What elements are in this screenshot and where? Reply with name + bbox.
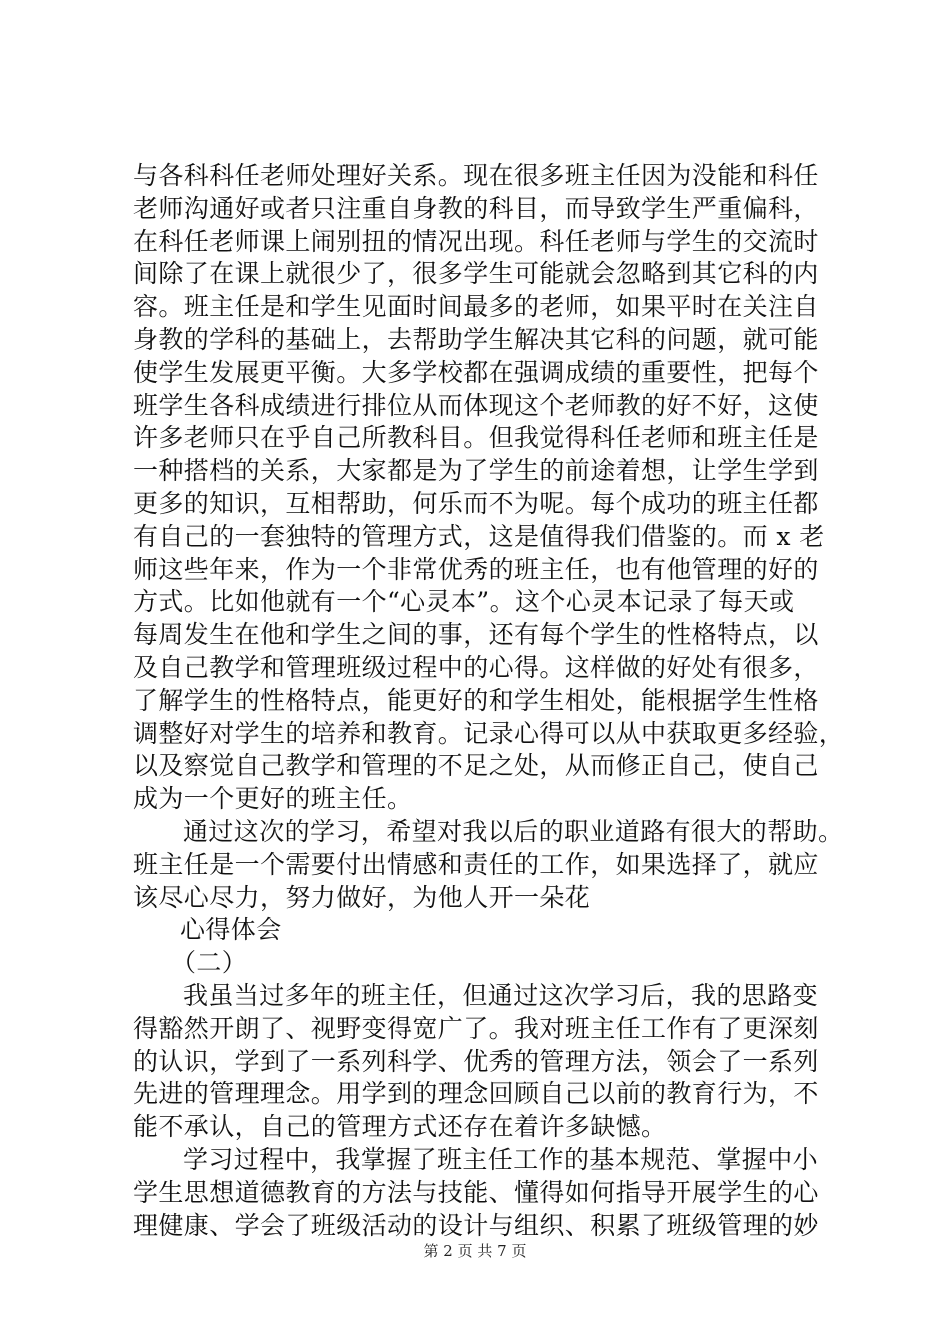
text-line: 班学生各科成绩进行排位从而体现这个老师教的好不好，这使 xyxy=(133,390,819,420)
text-line: 方式。比如他就有一个“心灵本”。这个心灵本记录了每天或 xyxy=(133,587,795,617)
text-line: 先进的管理理念。用学到的理念回顾自己以前的教育行为，不 xyxy=(133,1079,819,1109)
text-line: 更多的知识，互相帮助，何乐而不为呢。每个成功的班主任都 xyxy=(133,488,819,518)
text-line: 的认识，学到了一系列科学、优秀的管理方法，领会了一系列 xyxy=(133,1046,819,1076)
document-body xyxy=(133,160,845,1242)
text-line: 与各科科任老师处理好关系。现在很多班主任因为没能和科任 xyxy=(133,161,819,190)
page-number-footer: 第 2 页 共 7 页 xyxy=(423,1242,527,1260)
section-title: 心得体会 xyxy=(180,915,282,945)
text-line: 许多老师只在乎自己所教科目。但我觉得科任老师和班主任是 xyxy=(133,423,819,453)
text-line: 理健康、学会了班级活动的设计与组织、积累了班级管理的妙 xyxy=(133,1210,819,1240)
text-line: 以及察觉自己教学和管理的不足之处，从而修正自己，使自己 xyxy=(133,751,819,781)
text-line: 老师沟通好或者只注重自身教的科目，而导致学生严重偏科， xyxy=(133,193,819,223)
text-line: 间除了在课上就很少了，很多学生可能就会忽略到其它科的内 xyxy=(133,259,819,289)
text-line: 能不承认，自己的管理方式还存在着许多缺憾。 xyxy=(133,1112,667,1142)
text-line: 一种搭档的关系，大家都是为了学生的前途着想，让学生学到 xyxy=(133,456,819,486)
text-line: 班主任是一个需要付出情感和责任的工作，如果选择了，就应 xyxy=(133,849,819,879)
text-line: 每周发生在他和学生之间的事，还有每个学生的性格特点，以 xyxy=(133,620,819,650)
text-line: 使学生发展更平衡。大多学校都在强调成绩的重要性，把每个 xyxy=(133,357,819,387)
text-line: 容。班主任是和学生见面时间最多的老师，如果平时在关注自 xyxy=(133,292,819,322)
text-line: 及自己教学和管理班级过程中的心得。这样做的好处有很多， xyxy=(133,652,819,682)
text-line: 在科任老师课上闹别扭的情况出现。科任老师与学生的交流时 xyxy=(133,226,819,256)
text-line: 该尽心尽力，努力做好，为他人开一朵花 xyxy=(133,882,591,912)
text-line: 调整好对学生的培养和教育。记录心得可以从中获取更多经验， xyxy=(133,718,845,748)
section-subtitle: （二） xyxy=(171,948,248,978)
text-line: 身教的学科的基础上，去帮助学生解决其它科的问题，就可能 xyxy=(133,324,819,354)
text-line: 得豁然开朗了、视野变得宽广了。我对班主任工作有了更深刻 xyxy=(133,1013,819,1043)
paragraph-start-line: 学习过程中，我掌握了班主任工作的基本规范、掌握中小 xyxy=(183,1144,819,1174)
text-line: 有自己的一套独特的管理方式，这是值得我们借鉴的。而 x 老 xyxy=(133,521,825,551)
text-line: 学生思想道德教育的方法与技能、懂得如何指导开展学生的心 xyxy=(133,1177,819,1207)
text-line: 了解学生的性格特点，能更好的和学生相处，能根据学生性格 xyxy=(133,685,819,715)
paragraph-start-line: 通过这次的学习，希望对我以后的职业道路有很大的帮助。 xyxy=(183,816,844,846)
paragraph-start-line: 我虽当过多年的班主任，但通过这次学习后，我的思路变 xyxy=(183,980,819,1010)
text-line: 师这些年来，作为一个非常优秀的班主任，也有他管理的好的 xyxy=(133,554,819,584)
text-line: 成为一个更好的班主任。 xyxy=(133,784,413,814)
